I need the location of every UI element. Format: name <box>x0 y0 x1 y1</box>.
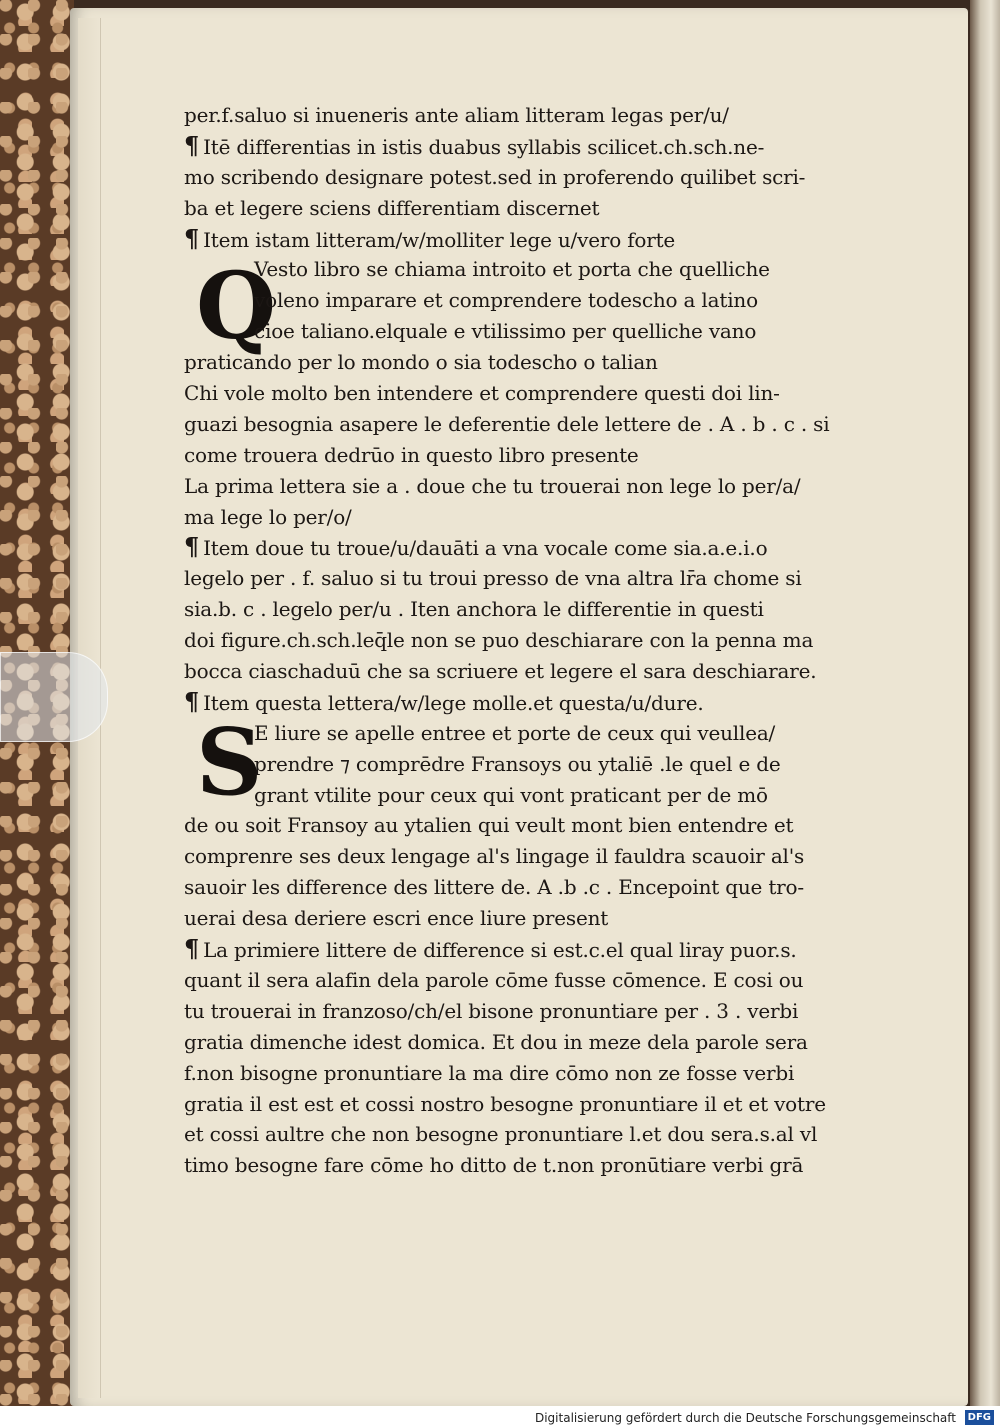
text-line: praticando per lo mondo o sia todescho o talian <box>184 350 658 375</box>
text-line-content: La primiere littere de difference si est.c.el qual liray puor.s. <box>203 938 797 963</box>
text-line: timo besogne fare cōme ho ditto de t.non pronūtiare verbi grā <box>184 1153 804 1178</box>
text-line <box>184 934 884 965</box>
text-line-content: Item istam litteram/w/molliter lege u/vero forte <box>203 227 676 252</box>
footer-bar <box>0 1406 1000 1428</box>
text-line <box>184 131 884 162</box>
decorated-initial-s: S <box>196 708 263 816</box>
text-line: guazi besognia asapere le deferentie dele lettere de . A . b . c . si <box>184 411 830 436</box>
gothic-text-block <box>184 100 884 1181</box>
text-line: ma lege lo per/o/ <box>184 504 352 529</box>
text-line: et cossi aultre che non besogne pronuntiare l.et dou sera.s.al vl <box>184 1122 818 1147</box>
text-line: sia.b. c . legelo per/u . Iten anchora le differentie in questi <box>184 597 764 622</box>
pilcrow-icon: ¶ <box>184 130 200 160</box>
text-line: prendre ⁊ comprēdre Fransoys ou ytaliē .le quel e de <box>254 751 781 776</box>
decorated-initial-q: Q <box>196 252 277 360</box>
text-line: per.f.saluo si inueneris ante aliam litteram legas per/u/ <box>184 103 729 127</box>
text-line: La prima lettera sie a . doue che tu trouerai non lege lo per/a/ <box>184 473 801 498</box>
pilcrow-icon: ¶ <box>184 223 200 253</box>
text-line: uerai desa deriere escri ence liure present <box>184 906 609 931</box>
text-line: de ou soit Fransoy au ytalien qui veult mont bien entendre et <box>184 813 794 838</box>
text-line: grant vtilite pour ceux qui vont praticant per de mō <box>254 782 768 807</box>
text-line: ba et legere sciens differentiam discernet <box>184 195 600 220</box>
text-line: bocca ciaschaduū che sa scriuere et legere el sara deschiarare. <box>184 659 817 684</box>
text-line <box>184 687 884 718</box>
text-line: f.non bisogne pronuntiare la ma dire cōmo non ze fosse verbi <box>184 1060 795 1085</box>
pilcrow-icon: ¶ <box>184 532 200 562</box>
text-line-content: Item questa lettera/w/lege molle.et questa/u/dure. <box>203 690 704 715</box>
text-line: gratia il est est et cossi nostro besogne pronuntiare il et et votre <box>184 1091 826 1116</box>
text-line: come trouera dedrūo in questo libro presente <box>184 442 639 467</box>
pilcrow-icon: ¶ <box>184 934 200 964</box>
text-line-content: Item doue tu troue/u/dauāti a vna vocale come sia.a.e.i.o <box>203 536 768 561</box>
text-line: gratia dimenche idest domica. Et dou in meze dela parole sera <box>184 1029 808 1054</box>
pilcrow-icon: ¶ <box>184 686 200 716</box>
text-line-content: Itē differentias in istis duabus syllabis scilicet.ch.sch.ne- <box>203 134 765 159</box>
plastic-page-clip <box>0 652 108 742</box>
text-line <box>184 224 884 255</box>
text-line <box>184 532 884 563</box>
text-line: mo scribendo designare potest.sed in proferendo quilibet scri- <box>184 164 806 189</box>
text-line: voleno imparare et comprendere todescho a latino <box>254 288 758 313</box>
text-line: sauoir les difference des littere de. A .b .c . Encepoint que tro- <box>184 875 804 900</box>
text-line: legelo per . f. saluo si tu troui presso de vna altra lr̄a chome si <box>184 566 802 591</box>
text-line: quant il sera alafin dela parole cōme fusse cōmence. E cosi ou <box>184 967 804 992</box>
book-spine <box>970 0 1000 1406</box>
text-line: tu trouerai in franzoso/ch/el bisone pronuntiare per . 3 . verbi <box>184 998 799 1023</box>
dfg-logo-icon: DFG <box>965 1410 994 1425</box>
text-line: Chi vole molto ben intendere et comprendere questi doi lin- <box>184 381 780 406</box>
text-line: cioe taliano.elquale e vtilissimo per quelliche vano <box>254 319 757 344</box>
text-line: E liure se apelle entree et porte de ceux qui veullea/ <box>254 720 776 745</box>
text-line: doi figure.ch.sch.leq̄le non se puo deschiarare con la penna ma <box>184 628 814 653</box>
text-line: Vesto libro se chiama introito et porta che quelliche <box>254 257 770 282</box>
digitization-credit: Digitalisierung gefördert durch die Deutsche Forschungsgemeinschaft <box>534 1411 956 1425</box>
text-line: comprenre ses deux lengage al's lingage il fauldra scauoir al's <box>184 844 805 869</box>
